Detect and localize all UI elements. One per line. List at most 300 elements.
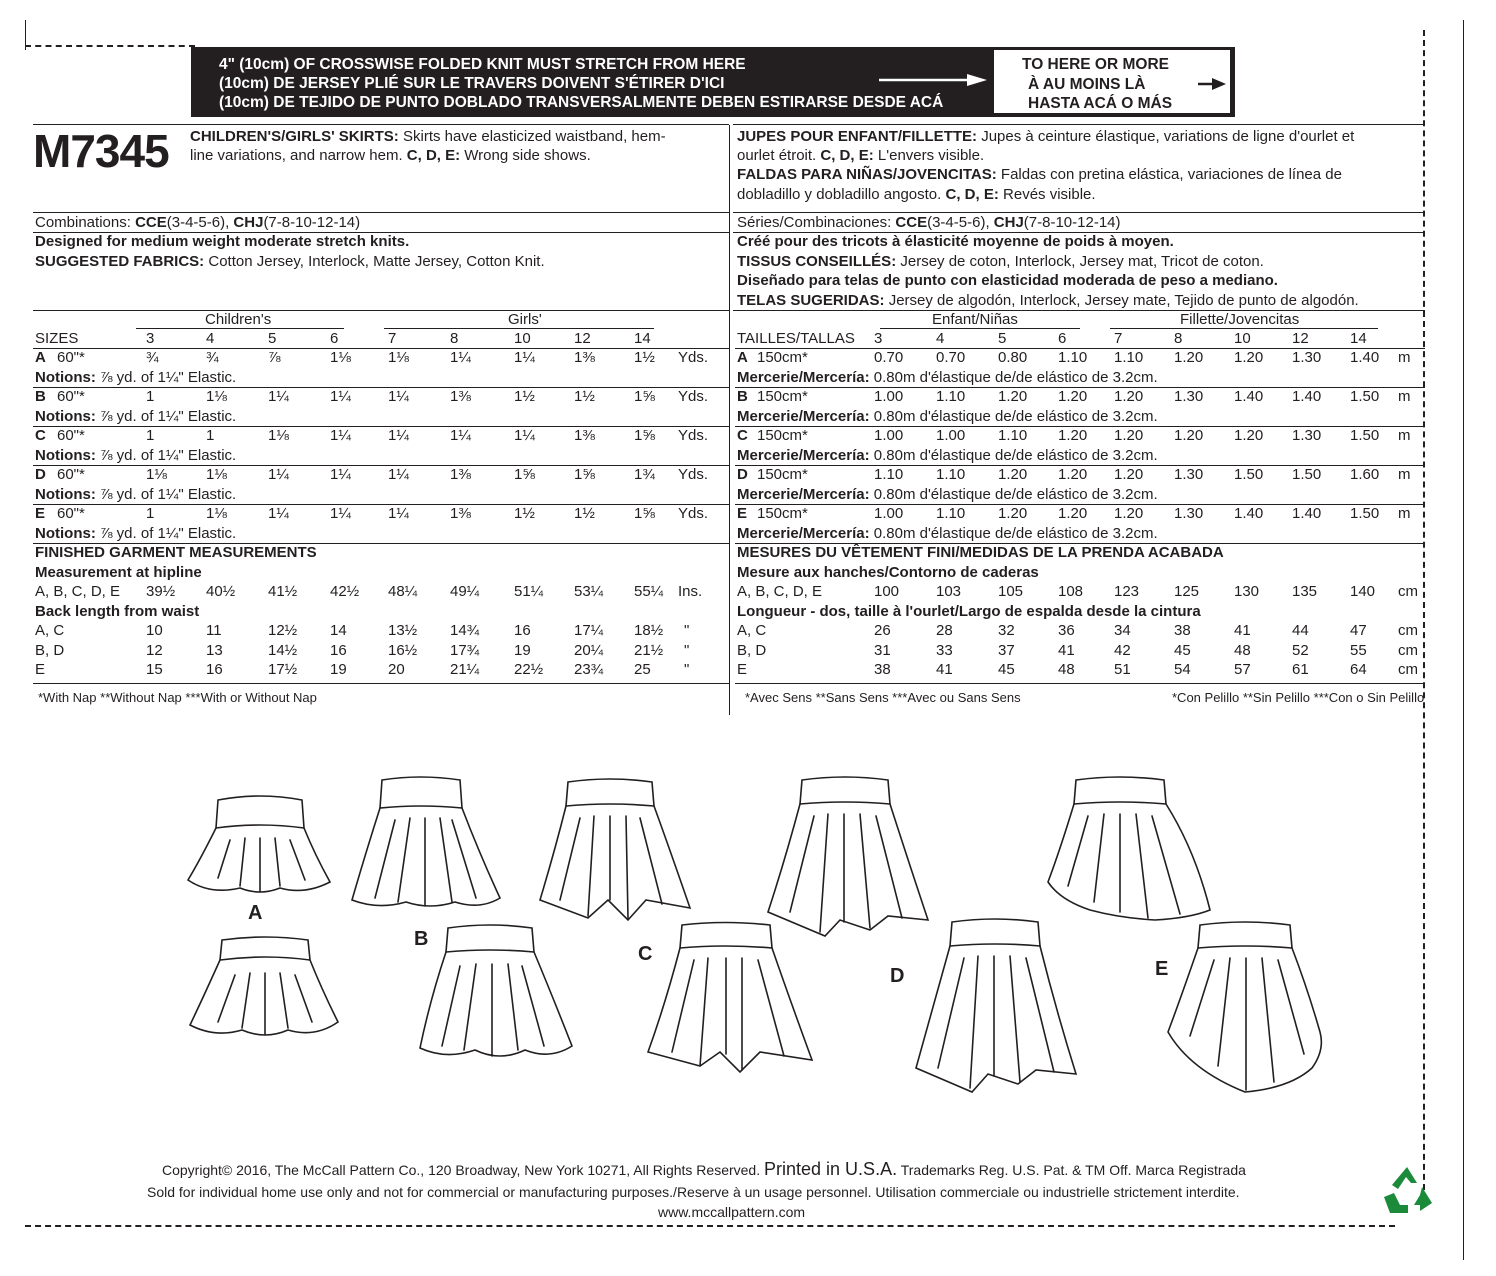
- yardage-cell: 1.20: [998, 466, 1028, 483]
- unit-cell: ": [684, 622, 690, 639]
- size-header-cell: 7: [1114, 330, 1123, 347]
- yardage-cell: 1: [146, 427, 155, 444]
- table-rule: [33, 465, 729, 466]
- yardage-cell: 1¼: [514, 349, 535, 366]
- unit-cell: cm: [1398, 641, 1418, 659]
- measure-cell: 14¾: [450, 622, 480, 639]
- combinations-en: Combinations: CCE(3-4-5-6), CHJ(7-8-10-12-14): [35, 214, 361, 231]
- table-rule: [33, 683, 729, 684]
- measure-cell: 16: [206, 661, 223, 678]
- yardage-cell: 1.20: [1114, 505, 1144, 522]
- view-label-c: C: [638, 943, 653, 965]
- notions-label: Notions:: [35, 368, 96, 386]
- skirt-view-d-2: [916, 919, 1076, 1092]
- desc-en-text-1: Skirts have elasticized waistband, hem-: [402, 128, 666, 145]
- measure-cell: 55¼: [634, 583, 664, 600]
- unit-cell: m: [1398, 349, 1411, 366]
- group-underline: [1110, 328, 1378, 329]
- measure-cell: 36: [1058, 622, 1075, 639]
- notions-label: Mercerie/Mercería:: [737, 485, 870, 503]
- size-header-cell: 12: [1292, 330, 1309, 347]
- measure-cell: 48: [1058, 661, 1075, 678]
- yardage-cell: 1.30: [1174, 505, 1204, 522]
- view-letter-cell: E: [35, 505, 46, 522]
- yardage-cell: 1⅝: [634, 388, 655, 405]
- size-header-cell: 5: [998, 330, 1007, 347]
- yardage-cell: 1.10: [998, 427, 1028, 444]
- fabric-width-cell: 60"*: [57, 466, 85, 483]
- size-header-cell: 10: [514, 330, 531, 347]
- yardage-cell: 1⅜: [450, 466, 471, 483]
- size-header-cell: 12: [574, 330, 591, 347]
- measure-cell: 17¾: [450, 641, 480, 659]
- stretch-gauge-banner: [191, 47, 1235, 117]
- size-header-cell: 6: [1058, 330, 1067, 347]
- measure-cell: 14½: [268, 641, 298, 659]
- yardage-cell: 1.40: [1234, 388, 1264, 405]
- table-rule: [33, 426, 729, 427]
- yardage-cell: 1.10: [936, 466, 966, 483]
- view-letter-cell: B: [35, 388, 46, 405]
- measure-cell: 125: [1174, 583, 1200, 600]
- view-letter-cell: C: [737, 427, 748, 444]
- measure-cell: 12: [146, 641, 163, 659]
- unit-cell: Ins.: [678, 583, 703, 600]
- yardage-cell: 1.00: [874, 388, 904, 405]
- suggested-fabrics-en: SUGGESTED FABRICS: Cotton Jersey, Interlock, Matte Jersey, Cotton Knit.: [35, 253, 545, 270]
- yardage-cell: 1¼: [330, 427, 351, 444]
- yardage-cell: 1¼: [450, 349, 471, 366]
- notions-label: Mercerie/Mercería:: [737, 368, 870, 386]
- fabric-width-cell: 60"*: [57, 427, 85, 444]
- measure-cell: 41½: [268, 583, 298, 600]
- notions-text: 0.80m d'élastique de/de elástico de 3.2cm.: [869, 407, 1158, 425]
- yardage-cell: 1.20: [1174, 427, 1204, 444]
- yardage-cell: 0.70: [936, 349, 966, 366]
- notions-text: ⅞ yd. of 1¼" Elastic.: [95, 407, 237, 425]
- rule-top-left: [33, 124, 729, 125]
- unit-cell: m: [1398, 427, 1411, 444]
- yardage-cell: 1¼: [388, 388, 409, 405]
- measure-row-label: A, B, C, D, E: [35, 583, 121, 600]
- yardage-cell: 1⅛: [268, 427, 289, 444]
- yardage-cell: 1⅝: [574, 466, 595, 483]
- measure-cell: 17¼: [574, 622, 604, 639]
- measure-cell: 41: [936, 661, 953, 678]
- yardage-cell: 1⅜: [574, 349, 595, 366]
- notions-text: 0.80m d'élastique de/de elástico de 3.2cm.: [869, 368, 1158, 386]
- measure-cell: 48¼: [388, 583, 418, 600]
- rule-desc-right: [733, 212, 1425, 213]
- measure-cell: 32: [998, 622, 1015, 639]
- measure-cell: 140: [1350, 583, 1376, 600]
- size-group-label: Children's: [205, 311, 272, 328]
- yardage-cell: ¾: [206, 349, 219, 366]
- yardage-cell: 1¾: [634, 466, 655, 483]
- unit-cell: Yds.: [678, 349, 709, 366]
- fabric-width-cell: 150cm*: [757, 505, 808, 522]
- skirt-view-b-2: [420, 925, 572, 1056]
- measure-cell: 38: [874, 661, 891, 678]
- yardage-cell: 1¼: [388, 505, 409, 522]
- arrow-right-icon: [879, 72, 989, 88]
- designed-es: Diseñado para telas de punto con elasticidad moderada de peso a mediano.: [737, 272, 1278, 289]
- yardage-cell: 1.50: [1350, 388, 1380, 405]
- yardage-cell: 1½: [574, 388, 595, 405]
- measure-cell: 42: [1114, 641, 1131, 659]
- yardage-cell: 1: [146, 388, 155, 405]
- measure-cell: 12½: [268, 622, 298, 639]
- measure-cell: 28: [936, 622, 953, 639]
- fabric-width-cell: 150cm*: [757, 427, 808, 444]
- finished-measurements-heading: FINISHED GARMENT MEASUREMENTS: [35, 544, 317, 561]
- yardage-cell: 1¼: [330, 466, 351, 483]
- unit-cell: Yds.: [678, 466, 709, 483]
- finished-measurements-heading: MESURES DU VÊTEMENT FINI/MEDIDAS DE LA PRENDA ACABADA: [737, 544, 1224, 561]
- notions-label: Notions:: [35, 446, 96, 464]
- notions-text: 0.80m d'élastique de/de elástico de 3.2cm.: [869, 446, 1158, 464]
- table-rule: [33, 348, 729, 349]
- yardage-cell: 1½: [514, 388, 535, 405]
- notions-text: 0.80m d'élastique de/de elástico de 3.2cm.: [869, 524, 1158, 542]
- measure-cell: 20¼: [574, 641, 604, 659]
- yardage-cell: 1.30: [1174, 388, 1204, 405]
- yardage-cell: 1⅛: [146, 466, 167, 483]
- view-letter-cell: C: [35, 427, 46, 444]
- yardage-cell: ¾: [146, 349, 159, 366]
- yardage-cell: 1.30: [1292, 427, 1322, 444]
- yardage-cell: ⅞: [268, 349, 281, 366]
- yardage-cell: 1.20: [1058, 427, 1088, 444]
- size-header-cell: 8: [450, 330, 459, 347]
- yardage-cell: 1½: [634, 349, 655, 366]
- measure-cell: 18½: [634, 622, 664, 639]
- banner-line-3: (10cm) DE TEJIDO DE PUNTO DOBLADO TRANSVERSALMENTE DEBEN ESTIRARSE DESDE ACÁ: [219, 94, 944, 111]
- measure-cell: 15: [146, 661, 163, 678]
- fabric-width-cell: 150cm*: [757, 466, 808, 483]
- yardage-cell: 1.20: [1058, 388, 1088, 405]
- yardage-cell: 1.00: [936, 427, 966, 444]
- measure-cell: 47: [1350, 622, 1367, 639]
- rule-fabric-right: [733, 310, 1425, 311]
- yardage-cell: 1¼: [330, 388, 351, 405]
- yardage-cell: 1: [206, 427, 215, 444]
- yardage-cell: 1.10: [874, 466, 904, 483]
- notions-row: [35, 486, 236, 504]
- yardage-cell: 1¼: [268, 388, 289, 405]
- measure-cell: 54: [1174, 661, 1191, 678]
- view-letter-cell: B: [737, 388, 748, 405]
- yardage-cell: 1.00: [874, 427, 904, 444]
- table-rule: [33, 504, 729, 505]
- skirt-view-c-1: [540, 779, 690, 920]
- yardage-cell: 1.30: [1174, 466, 1204, 483]
- fabric-width-cell: 150cm*: [757, 349, 808, 366]
- notions-label: Mercerie/Mercería:: [737, 407, 870, 425]
- arrow-right-small-icon: [1198, 77, 1228, 91]
- yardage-cell: 1.10: [936, 505, 966, 522]
- measure-cell: 34: [1114, 622, 1131, 639]
- yardage-cell: 1⅛: [206, 466, 227, 483]
- yardage-cell: 1¼: [450, 427, 471, 444]
- fabric-width-cell: 60"*: [57, 505, 85, 522]
- yardage-cell: 1⅝: [634, 505, 655, 522]
- skirt-view-c-2: [648, 923, 812, 1073]
- view-letter-cell: D: [737, 466, 748, 483]
- yardage-cell: 1¼: [514, 427, 535, 444]
- hipline-heading: Mesure aux hanches/Contorno de caderas: [737, 563, 1039, 581]
- measure-cell: 51: [1114, 661, 1131, 678]
- notions-text: ⅞ yd. of 1¼" Elastic.: [95, 524, 237, 542]
- hipline-heading: Measurement at hipline: [35, 563, 202, 581]
- yardage-cell: 1.20: [1174, 349, 1204, 366]
- skirt-view-e-2: [1168, 922, 1321, 1092]
- telas-es: TELAS SUGERIDAS: Jersey de algodón, Interlock, Jersey mate, Tejido de punto de algodón.: [737, 292, 1359, 309]
- yardage-cell: 1: [146, 505, 155, 522]
- measure-cell: 40½: [206, 583, 236, 600]
- group-underline: [136, 328, 344, 329]
- recycle-icon: [1380, 1165, 1434, 1215]
- measure-cell: 49¼: [450, 583, 480, 600]
- yardage-cell: 1.40: [1350, 349, 1380, 366]
- measure-cell: 21¼: [450, 661, 480, 678]
- measure-row-label: A, C: [35, 622, 65, 639]
- table-rule: [735, 683, 1425, 684]
- group-underline: [384, 328, 654, 329]
- copyright-line: Copyright© 2016, The McCall Pattern Co., 120 Broadway, New York 10271, All Rights Reserved. Printed in U.S.A. Trademarks Reg. U.S. Pat. & TM Off. Marca Registrada: [162, 1159, 1246, 1179]
- rule-fabric-left: [33, 310, 729, 311]
- notions-label: Mercerie/Mercería:: [737, 524, 870, 542]
- fabric-width-cell: 60"*: [57, 349, 85, 366]
- unit-cell: Yds.: [678, 388, 709, 405]
- footnote-fr: *Avec Sens **Sans Sens ***Avec ou Sans Sens: [745, 690, 1021, 705]
- yardage-cell: 1.20: [1058, 505, 1088, 522]
- measure-cell: 23¾: [574, 661, 604, 678]
- fabric-width-cell: 60"*: [57, 388, 85, 405]
- column-divider: [729, 125, 730, 715]
- yardage-cell: 0.70: [874, 349, 904, 366]
- unit-cell: m: [1398, 466, 1411, 483]
- yardage-cell: 1½: [574, 505, 595, 522]
- size-group-label: Fillette/Jovencitas: [1180, 311, 1300, 328]
- measure-cell: 38: [1174, 622, 1191, 639]
- notions-row: [35, 408, 236, 426]
- to-here-fr: À AU MOINS LÀ: [1028, 76, 1146, 93]
- measure-cell: 37: [998, 641, 1015, 659]
- website-url: www.mccallpattern.com: [658, 1204, 806, 1220]
- desc-en-line-2: line variations, and narrow hem. C, D, E: Wrong side shows.: [190, 147, 591, 164]
- skirt-view-a-2: [190, 937, 338, 1035]
- measure-cell: 135: [1292, 583, 1318, 600]
- bottom-cutting-line: [25, 1225, 1395, 1227]
- measure-cell: 26: [874, 622, 891, 639]
- to-here-en: TO HERE OR MORE: [1022, 56, 1169, 73]
- unit-cell: Yds.: [678, 427, 709, 444]
- desc-es-line-2: dobladillo y dobladillo angosto. C, D, E: Revés visible.: [737, 186, 1096, 203]
- yardage-cell: 1½: [514, 505, 535, 522]
- designed-en: Designed for medium weight moderate stretch knits.: [35, 233, 410, 250]
- measure-cell: 41: [1058, 641, 1075, 659]
- size-header-cell: 6: [330, 330, 339, 347]
- yardage-cell: 1.20: [1114, 427, 1144, 444]
- yardage-cell: 1.20: [1234, 349, 1264, 366]
- rule-desc-left: [33, 212, 729, 213]
- yardage-cell: 1¼: [388, 466, 409, 483]
- yardage-cell: 1.50: [1350, 505, 1380, 522]
- measure-cell: 48: [1234, 641, 1251, 659]
- measure-cell: 45: [998, 661, 1015, 678]
- notions-text: ⅞ yd. of 1¼" Elastic.: [95, 368, 237, 386]
- measure-cell: 25: [634, 661, 651, 678]
- desc-fr-line-2: ourlet étroit. C, D, E: L'envers visible.: [737, 147, 985, 164]
- yardage-cell: 1⅝: [514, 466, 535, 483]
- banner-line-1: 4" (10cm) OF CROSSWISE FOLDED KNIT MUST STRETCH FROM HERE: [219, 56, 746, 73]
- size-header-cell: 4: [206, 330, 215, 347]
- size-header-cell: 7: [388, 330, 397, 347]
- view-label-e: E: [1155, 958, 1169, 980]
- notions-row: [737, 525, 1158, 543]
- top-cutting-line: [25, 45, 195, 47]
- notions-row: [737, 486, 1158, 504]
- skirt-illustrations: [180, 770, 1330, 1100]
- group-underline: [880, 328, 1080, 329]
- unit-cell: m: [1398, 505, 1411, 522]
- view-letter-cell: D: [35, 466, 46, 483]
- measure-cell: 33: [936, 641, 953, 659]
- unit-cell: cm: [1398, 622, 1418, 639]
- yardage-cell: 1⅝: [634, 427, 655, 444]
- measure-cell: 61: [1292, 661, 1309, 678]
- banner-line-2: (10cm) DE JERSEY PLIÉ SUR LE TRAVERS DOIVENT S'ÉTIRER D'ICI: [219, 75, 725, 92]
- view-letter-cell: A: [737, 349, 748, 366]
- measure-row-label: B, D: [737, 641, 767, 659]
- unit-cell: ": [684, 661, 690, 678]
- view-letter-cell: A: [35, 349, 46, 366]
- yardage-cell: 1.10: [1058, 349, 1088, 366]
- measure-cell: 13: [206, 641, 223, 659]
- view-label-a: A: [248, 902, 263, 924]
- view-label-d: D: [890, 965, 905, 987]
- desc-en-title: CHILDREN'S/GIRLS' SKIRTS:: [190, 128, 399, 145]
- notions-label: Notions:: [35, 485, 96, 503]
- measure-cell: 20: [388, 661, 405, 678]
- measure-row-label: A, B, C, D, E: [737, 583, 823, 600]
- measure-cell: 53¼: [574, 583, 604, 600]
- measure-cell: 123: [1114, 583, 1140, 600]
- notions-row: [737, 369, 1158, 387]
- measure-cell: 21½: [634, 641, 664, 659]
- yardage-cell: 1.40: [1234, 505, 1264, 522]
- tissus-fr: TISSUS CONSEILLÉS: Jersey de coton, Interlock, Jersey mat, Tricot de coton.: [737, 253, 1264, 270]
- measure-cell: 57: [1234, 661, 1251, 678]
- yardage-cell: 1.20: [998, 388, 1028, 405]
- yardage-cell: 1.50: [1350, 427, 1380, 444]
- notions-row: [737, 447, 1158, 465]
- yardage-cell: 1⅛: [388, 349, 409, 366]
- size-group-label: Girls': [508, 311, 542, 328]
- yardage-cell: 1.10: [936, 388, 966, 405]
- skirt-view-e-1: [1048, 777, 1210, 920]
- measure-row-label: A, C: [737, 622, 767, 639]
- yardage-cell: 1.20: [1058, 466, 1088, 483]
- yardage-cell: 1.00: [874, 505, 904, 522]
- footnote-en: *With Nap **Without Nap ***With or Without Nap: [38, 690, 317, 705]
- measure-cell: 41: [1234, 622, 1251, 639]
- stretch-target-box: [994, 50, 1230, 113]
- measure-cell: 108: [1058, 583, 1084, 600]
- size-header-cell: 8: [1174, 330, 1183, 347]
- size-group-label: Enfant/Niñas: [932, 311, 1018, 328]
- unit-cell: cm: [1398, 661, 1418, 678]
- measure-cell: 52: [1292, 641, 1309, 659]
- yardage-cell: 1¼: [330, 505, 351, 522]
- yardage-cell: 1.50: [1234, 466, 1264, 483]
- skirt-view-d-1: [768, 777, 928, 936]
- measure-cell: 13½: [388, 622, 418, 639]
- measure-cell: 11: [206, 622, 222, 639]
- measure-row-label: E: [35, 661, 46, 678]
- rule-top-right: [733, 124, 1425, 125]
- yardage-cell: 1⅛: [330, 349, 351, 366]
- measure-cell: 10: [146, 622, 163, 639]
- to-here-es: HASTA ACÁ O MÁS: [1028, 95, 1173, 112]
- right-edge-line: [1463, 20, 1464, 1260]
- size-header-cell: 10: [1234, 330, 1251, 347]
- unit-cell: cm: [1398, 583, 1418, 600]
- skirt-view-b-1: [352, 777, 500, 906]
- yardage-cell: 1.20: [1114, 388, 1144, 405]
- size-header-cell: 14: [634, 330, 651, 347]
- measure-cell: 44: [1292, 622, 1309, 639]
- measure-cell: 16: [514, 622, 531, 639]
- measure-cell: 19: [330, 661, 347, 678]
- notions-label: Notions:: [35, 407, 96, 425]
- yardage-cell: 1.20: [1234, 427, 1264, 444]
- desc-en-line-1: [190, 128, 666, 146]
- size-header-cell: 3: [874, 330, 883, 347]
- unit-cell: ": [684, 641, 690, 659]
- size-header-cell: 4: [936, 330, 945, 347]
- yardage-cell: 1¼: [388, 427, 409, 444]
- pattern-number: M7345: [33, 125, 169, 177]
- sizes-header: SIZES: [35, 330, 79, 347]
- notions-row: [35, 525, 236, 543]
- measure-row-label: E: [737, 661, 748, 678]
- size-header-cell: 3: [146, 330, 155, 347]
- measure-cell: 17½: [268, 661, 298, 678]
- yardage-cell: 1.10: [1114, 349, 1144, 366]
- yardage-cell: 1.20: [1114, 466, 1144, 483]
- unit-cell: m: [1398, 388, 1411, 405]
- desc-es-line-1: FALDAS PARA NIÑAS/JOVENCITAS: Faldas con pretina elástica, variaciones de línea de: [737, 166, 1342, 183]
- usage-notice: Sold for individual home use only and not for commercial or manufacturing purposes./Reserve à un usage personnel. Utilisation commerciale ou industrielle strictement interdite.: [147, 1184, 1240, 1200]
- unit-cell: Yds.: [678, 505, 709, 522]
- yardage-cell: 1.60: [1350, 466, 1380, 483]
- left-margin-line: [25, 20, 26, 50]
- skirt-view-a-1: [188, 796, 330, 892]
- measure-row-label: B, D: [35, 641, 65, 659]
- view-label-b: B: [414, 928, 429, 950]
- fabric-width-cell: 150cm*: [757, 388, 808, 405]
- measure-cell: 103: [936, 583, 962, 600]
- notions-row: [35, 369, 236, 387]
- measure-cell: 19: [514, 641, 531, 659]
- notions-text: ⅞ yd. of 1¼" Elastic.: [95, 446, 237, 464]
- back-length-heading: Back length from waist: [35, 602, 200, 620]
- yardage-cell: 1⅜: [574, 427, 595, 444]
- measure-cell: 14: [330, 622, 347, 639]
- measure-cell: 22½: [514, 661, 544, 678]
